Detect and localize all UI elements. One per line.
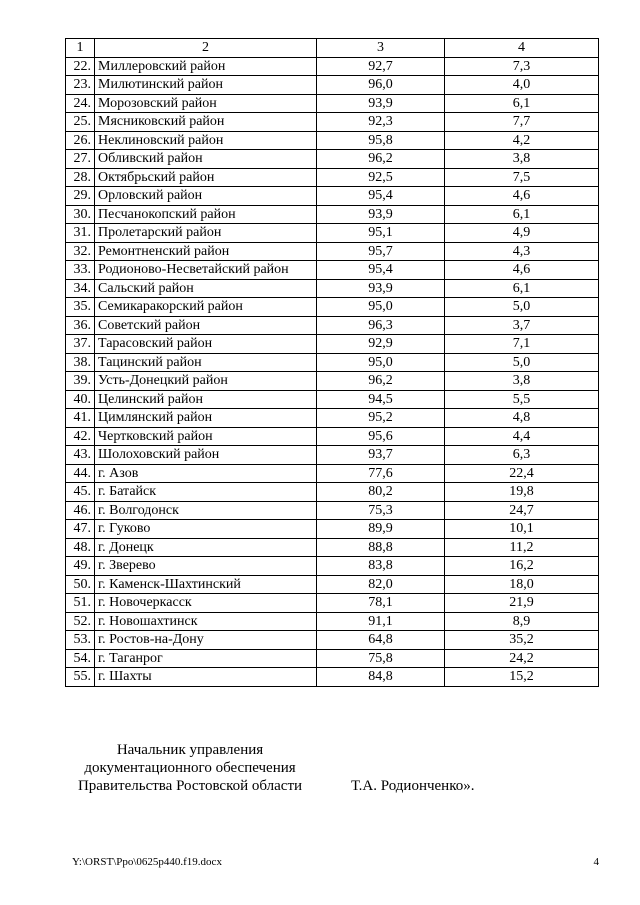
table-header-row: [66, 39, 599, 58]
value-col-4: 4,6: [445, 261, 599, 280]
footer-file-path: Y:\ORST\Ppo\0625p440.f19.docx: [72, 856, 222, 868]
value-col-3: 64,8: [317, 631, 445, 650]
value-col-4: 10,1: [445, 520, 599, 539]
row-number: 55.: [66, 668, 95, 687]
value-col-3: 75,3: [317, 501, 445, 520]
value-col-3: 93,9: [317, 205, 445, 224]
row-number: 35.: [66, 298, 95, 317]
value-col-4: 15,2: [445, 668, 599, 687]
row-number: 47.: [66, 520, 95, 539]
district-name: Ремонтненский район: [95, 242, 317, 261]
row-number: 48.: [66, 538, 95, 557]
row-number: 36.: [66, 316, 95, 335]
table-row: [66, 94, 599, 113]
value-col-4: 6,1: [445, 205, 599, 224]
table-row: [66, 298, 599, 317]
table-row: [66, 612, 599, 631]
value-col-3: 91,1: [317, 612, 445, 631]
district-name: Целинский район: [95, 390, 317, 409]
value-col-4: 4,2: [445, 131, 599, 150]
district-name: Орловский район: [95, 187, 317, 206]
district-name: Песчанокопский район: [95, 205, 317, 224]
column-header-2: 2: [95, 39, 317, 58]
row-number: 25.: [66, 113, 95, 132]
value-col-4: 24,2: [445, 649, 599, 668]
district-name: Чертковский район: [95, 427, 317, 446]
table-row: [66, 150, 599, 169]
value-col-4: 16,2: [445, 557, 599, 576]
value-col-3: 95,4: [317, 187, 445, 206]
table-row: [66, 131, 599, 150]
value-col-4: 6,1: [445, 94, 599, 113]
value-col-4: 4,0: [445, 76, 599, 95]
district-name: г. Шахты: [95, 668, 317, 687]
row-number: 33.: [66, 261, 95, 280]
table-row: [66, 224, 599, 243]
row-number: 49.: [66, 557, 95, 576]
value-col-4: 11,2: [445, 538, 599, 557]
signature-position-line-1: Начальник управления: [116, 742, 264, 758]
row-number: 54.: [66, 649, 95, 668]
district-name: г. Таганрог: [95, 649, 317, 668]
value-col-3: 95,2: [317, 409, 445, 428]
value-col-4: 6,1: [445, 279, 599, 298]
value-col-4: 3,8: [445, 150, 599, 169]
district-name: Семикаракорский район: [95, 298, 317, 317]
district-name: г. Новочеркасск: [95, 594, 317, 613]
table-row: [66, 335, 599, 354]
row-number: 26.: [66, 131, 95, 150]
value-col-3: 83,8: [317, 557, 445, 576]
value-col-4: 19,8: [445, 483, 599, 502]
row-number: 31.: [66, 224, 95, 243]
value-col-3: 96,2: [317, 150, 445, 169]
row-number: 28.: [66, 168, 95, 187]
table-row: [66, 316, 599, 335]
value-col-4: 4,9: [445, 224, 599, 243]
row-number: 23.: [66, 76, 95, 95]
column-header-4: 4: [445, 39, 599, 58]
value-col-4: 6,3: [445, 446, 599, 465]
signature-position-line-3: Правительства Ростовской области: [77, 778, 303, 794]
signature-position-line-2: документационного обеспечения: [84, 760, 296, 776]
table-row: [66, 57, 599, 76]
table-row: [66, 668, 599, 687]
district-name: г. Азов: [95, 464, 317, 483]
row-number: 38.: [66, 353, 95, 372]
value-col-4: 5,0: [445, 353, 599, 372]
district-name: г. Гуково: [95, 520, 317, 539]
district-name: Тацинский район: [95, 353, 317, 372]
table-row: [66, 279, 599, 298]
value-col-3: 93,7: [317, 446, 445, 465]
row-number: 43.: [66, 446, 95, 465]
column-header-3: 3: [317, 39, 445, 58]
table-row: [66, 409, 599, 428]
table-row: [66, 168, 599, 187]
value-col-4: 3,8: [445, 372, 599, 391]
value-col-3: 95,7: [317, 242, 445, 261]
row-number: 27.: [66, 150, 95, 169]
row-number: 52.: [66, 612, 95, 631]
district-name: г. Батайск: [95, 483, 317, 502]
district-name: Милютинский район: [95, 76, 317, 95]
district-name: Октябрьский район: [95, 168, 317, 187]
table-row: [66, 520, 599, 539]
row-number: 34.: [66, 279, 95, 298]
district-name: Мясниковский район: [95, 113, 317, 132]
value-col-4: 24,7: [445, 501, 599, 520]
value-col-4: 4,6: [445, 187, 599, 206]
value-col-3: 94,5: [317, 390, 445, 409]
row-number: 24.: [66, 94, 95, 113]
signatory-name: Т.А. Родионченко».: [351, 778, 475, 794]
table-row: [66, 557, 599, 576]
row-number: 46.: [66, 501, 95, 520]
table-row: [66, 261, 599, 280]
district-name: Обливский район: [95, 150, 317, 169]
table-row: [66, 427, 599, 446]
value-col-3: 95,4: [317, 261, 445, 280]
district-name: Миллеровский район: [95, 57, 317, 76]
value-col-3: 95,6: [317, 427, 445, 446]
value-col-3: 92,3: [317, 113, 445, 132]
value-col-4: 22,4: [445, 464, 599, 483]
value-col-3: 95,8: [317, 131, 445, 150]
table-row: [66, 76, 599, 95]
value-col-4: 18,0: [445, 575, 599, 594]
row-number: 44.: [66, 464, 95, 483]
row-number: 22.: [66, 57, 95, 76]
value-col-4: 7,1: [445, 335, 599, 354]
value-col-3: 89,9: [317, 520, 445, 539]
table-row: [66, 390, 599, 409]
district-name: г. Зверево: [95, 557, 317, 576]
data-table: [65, 38, 599, 687]
value-col-4: 7,5: [445, 168, 599, 187]
value-col-4: 4,3: [445, 242, 599, 261]
district-name: г. Ростов-на-Дону: [95, 631, 317, 650]
table-row: [66, 501, 599, 520]
table-row: [66, 464, 599, 483]
district-name: Морозовский район: [95, 94, 317, 113]
page-number: 4: [593, 856, 599, 868]
district-name: г. Новошахтинск: [95, 612, 317, 631]
value-col-4: 5,5: [445, 390, 599, 409]
value-col-4: 3,7: [445, 316, 599, 335]
row-number: 42.: [66, 427, 95, 446]
column-header-1: 1: [66, 39, 95, 58]
value-col-3: 95,1: [317, 224, 445, 243]
district-name: г. Волгодонск: [95, 501, 317, 520]
table-row: [66, 575, 599, 594]
row-number: 41.: [66, 409, 95, 428]
value-col-3: 78,1: [317, 594, 445, 613]
value-col-3: 93,9: [317, 279, 445, 298]
value-col-3: 75,8: [317, 649, 445, 668]
table-row: [66, 594, 599, 613]
table-row: [66, 649, 599, 668]
row-number: 53.: [66, 631, 95, 650]
table-row: [66, 187, 599, 206]
row-number: 50.: [66, 575, 95, 594]
table-row: [66, 538, 599, 557]
district-name: г. Донецк: [95, 538, 317, 557]
district-name: Цимлянский район: [95, 409, 317, 428]
district-name: Родионово-Несветайский район: [95, 261, 317, 280]
value-col-4: 35,2: [445, 631, 599, 650]
value-col-3: 92,9: [317, 335, 445, 354]
table-row: [66, 353, 599, 372]
value-col-4: 8,9: [445, 612, 599, 631]
value-col-4: 7,7: [445, 113, 599, 132]
value-col-3: 95,0: [317, 353, 445, 372]
table-row: [66, 446, 599, 465]
district-name: г. Каменск-Шахтинский: [95, 575, 317, 594]
table-body: [66, 57, 599, 686]
row-number: 51.: [66, 594, 95, 613]
row-number: 32.: [66, 242, 95, 261]
district-name: Советский район: [95, 316, 317, 335]
value-col-3: 88,8: [317, 538, 445, 557]
district-name: Неклиновский район: [95, 131, 317, 150]
row-number: 39.: [66, 372, 95, 391]
row-number: 30.: [66, 205, 95, 224]
row-number: 37.: [66, 335, 95, 354]
value-col-3: 84,8: [317, 668, 445, 687]
value-col-3: 93,9: [317, 94, 445, 113]
value-col-4: 7,3: [445, 57, 599, 76]
value-col-3: 96,2: [317, 372, 445, 391]
value-col-4: 4,4: [445, 427, 599, 446]
value-col-3: 96,0: [317, 76, 445, 95]
value-col-4: 21,9: [445, 594, 599, 613]
value-col-3: 80,2: [317, 483, 445, 502]
table-row: [66, 372, 599, 391]
value-col-3: 96,3: [317, 316, 445, 335]
district-name: Сальский район: [95, 279, 317, 298]
district-name: Пролетарский район: [95, 224, 317, 243]
table-row: [66, 483, 599, 502]
row-number: 40.: [66, 390, 95, 409]
value-col-3: 77,6: [317, 464, 445, 483]
table-row: [66, 205, 599, 224]
signature-position: [60, 741, 320, 795]
value-col-3: 92,7: [317, 57, 445, 76]
district-name: Усть-Донецкий район: [95, 372, 317, 391]
row-number: 45.: [66, 483, 95, 502]
value-col-4: 4,8: [445, 409, 599, 428]
table-row: [66, 113, 599, 132]
table-row: [66, 631, 599, 650]
value-col-3: 82,0: [317, 575, 445, 594]
value-col-3: 95,0: [317, 298, 445, 317]
district-name: Тарасовский район: [95, 335, 317, 354]
district-name: Шолоховский район: [95, 446, 317, 465]
table-row: [66, 242, 599, 261]
value-col-3: 92,5: [317, 168, 445, 187]
value-col-4: 5,0: [445, 298, 599, 317]
row-number: 29.: [66, 187, 95, 206]
